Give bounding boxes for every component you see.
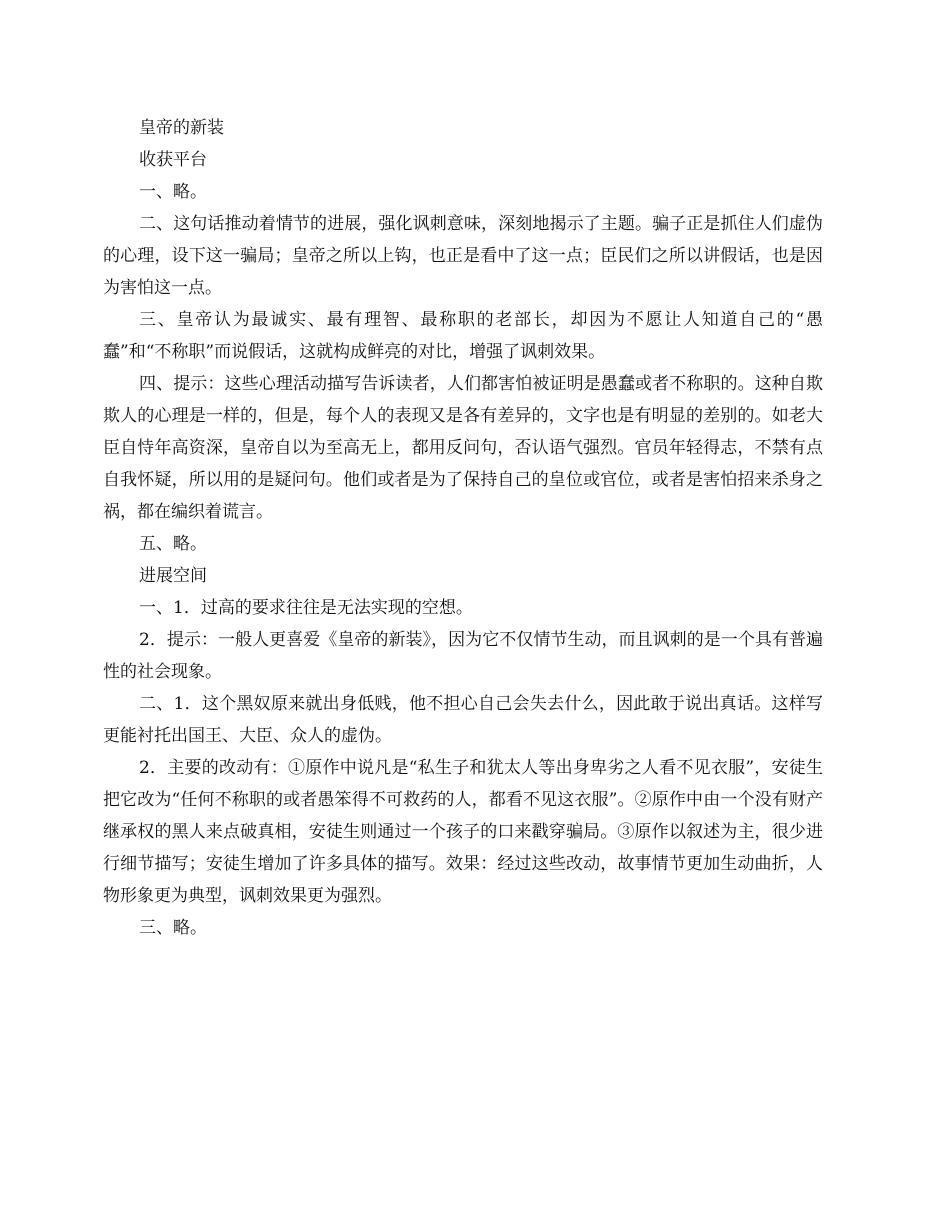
answer-paragraph: 三、略。 <box>139 918 207 938</box>
answer-paragraph: 一、1．过高的要求往往是无法实现的空想。 <box>139 598 473 618</box>
document-title: 皇帝的新装 <box>139 118 224 138</box>
answer-paragraph: 五、略。 <box>139 534 207 554</box>
section-heading-harvest-platform: 收获平台 <box>139 150 207 170</box>
section-heading-extension-space: 进展空间 <box>139 566 207 586</box>
answer-paragraph: 一、略。 <box>139 182 207 202</box>
answer-paragraph: 二、这句话推动着情节的进展，强化讽刺意味，深刻地揭示了主题。骗子正是抓住人们虚伪的心理，设下这一骗局；皇帝之所以上钩，也正是看中了这一点；臣民们之所以讲假话，也是因为害怕这一点。 <box>103 214 823 298</box>
answer-paragraph: 四、提示：这些心理活动描写告诉读者，人们都害怕被证明是愚蠢或者不称职的。这种自欺欺人的心理是一样的，但是，每个人的表现又是各有差异的，文字也是有明显的差别的。如老大臣自恃年高资深，皇帝自以为至高无上，都用反问句，否认语气强烈。官员年轻得志，不禁有点自我怀疑，所以用的是疑问句。他们或者是为了保持自己的皇位或官位，或者是害怕招来杀身之祸，都在编织着谎言。 <box>103 374 823 522</box>
document-page <box>103 112 823 944</box>
answer-paragraph: 二、1．这个黑奴原来就出身低贱，他不担心自己会失去什么，因此敢于说出真话。这样写更能衬托出国王、大臣、众人的虚伪。 <box>103 694 823 746</box>
answer-paragraph: 三、皇帝认为最诚实、最有理智、最称职的老部长，却因为不愿让人知道自己的“愚蠢”和“不称职”而说假话，这就构成鲜亮的对比，增强了讽刺效果。 <box>103 310 823 362</box>
answer-paragraph: 2．提示：一般人更喜爱《皇帝的新装》，因为它不仅情节生动，而且讽刺的是一个具有普遍性的社会现象。 <box>103 630 823 682</box>
answer-paragraph: 2．主要的改动有：①原作中说凡是“私生子和犹太人等出身卑劣之人看不见衣服”，安徒生把它改为“任何不称职的或者愚笨得不可救药的人，都看不见这衣服”。②原作中由一个没有财产继承权的黑人来点破真相，安徒生则通过一个孩子的口来戳穿骗局。③原作以叙述为主，很少进行细节描写；安徒生增加了许多具体的描写。效果：经过这些改动，故事情节更加生动曲折，人物形象更为典型，讽刺效果更为强烈。 <box>103 758 823 906</box>
